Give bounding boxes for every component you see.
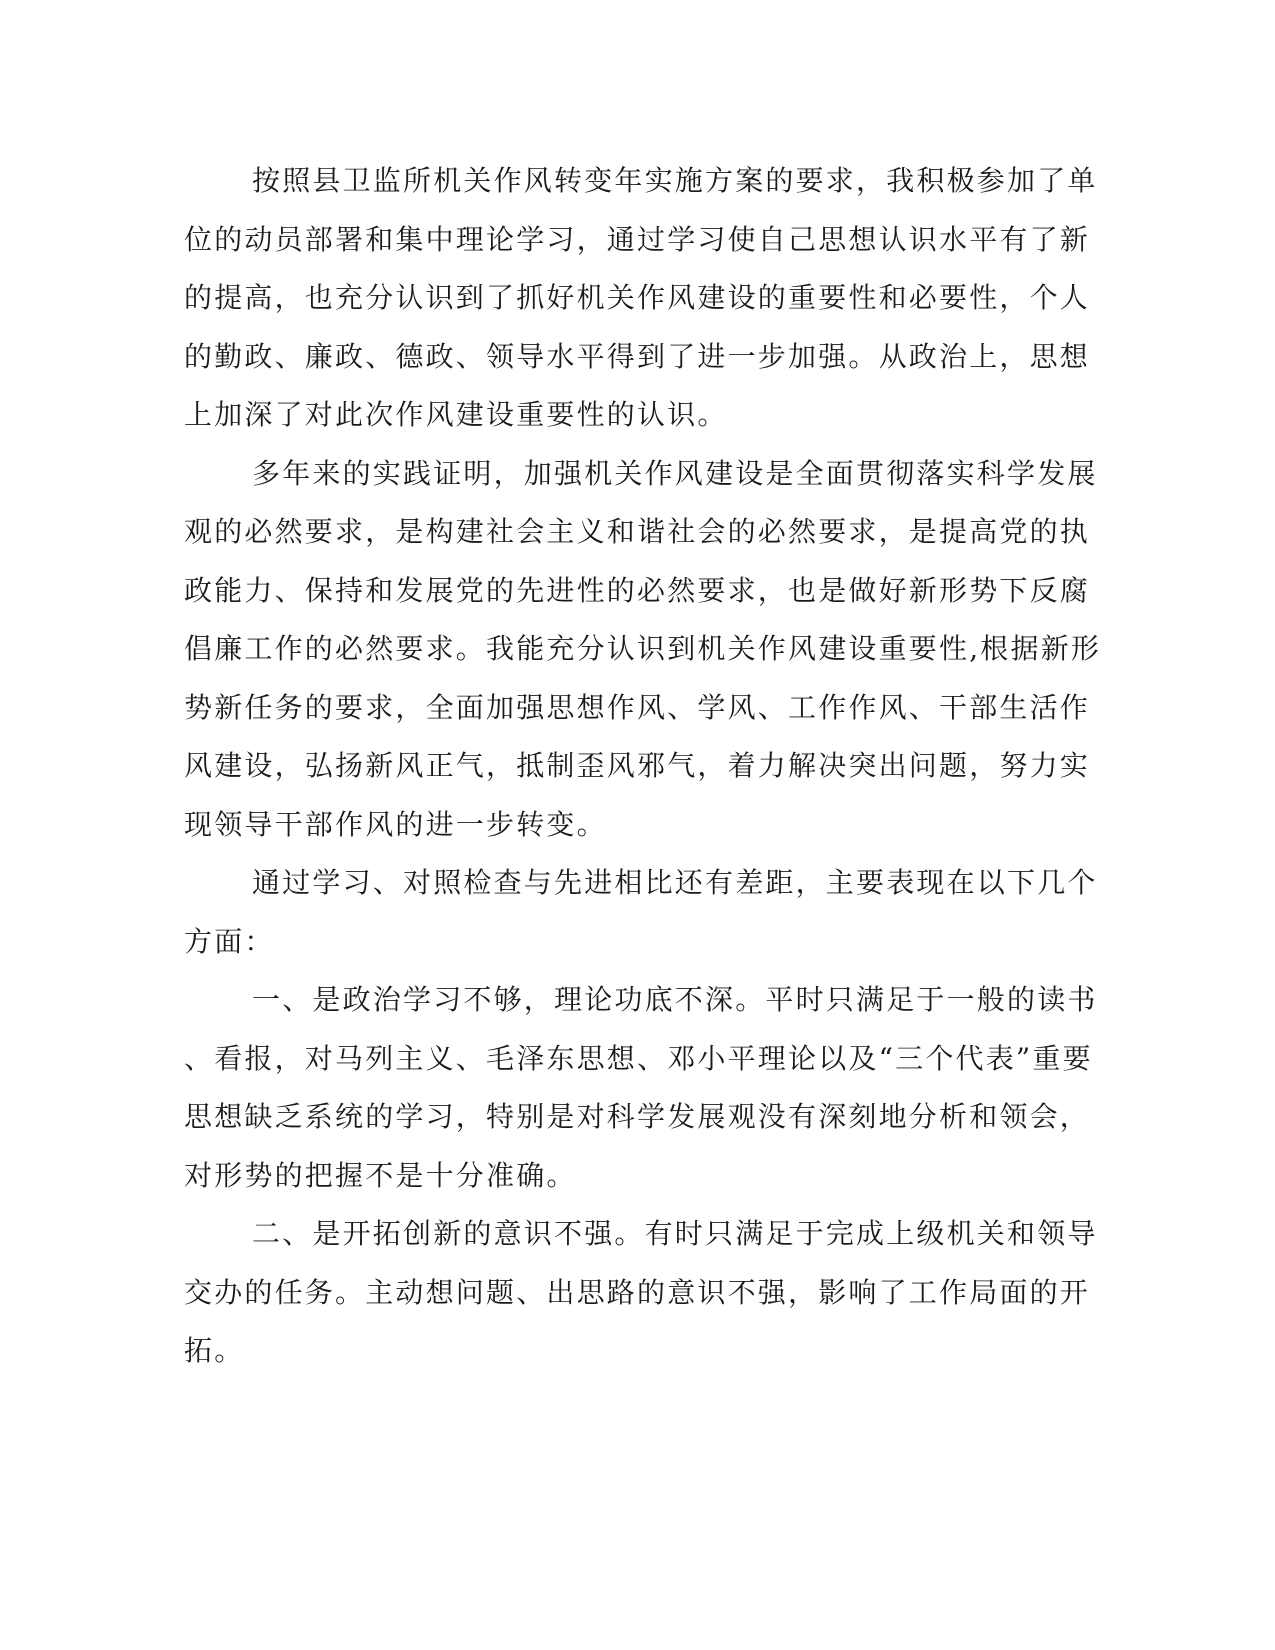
paragraph [184,971,1098,1205]
text-line: 对形势的把握不是十分准确。 [184,1158,577,1192]
text-line: 现领导干部作风的进一步转变。 [184,807,607,841]
paragraph [184,445,1102,855]
document-body [184,152,1102,1381]
text-line: 势新任务的要求，全面加强思想作风、学风、工作作风、干部生活作 [184,690,1091,724]
paragraph [184,1205,1098,1381]
text-line: 方面： [184,924,275,958]
text-line: 交办的任务。主动想问题、出思路的意识不强，影响了工作局面的开 [184,1275,1091,1309]
text-line: 风建设，弘扬新风正气，抵制歪风邪气，着力解决突出问题，努力实 [184,749,1091,782]
text-line: 位的动员部署和集中理论学习，通过学习使自己思想认识水平有了新 [184,222,1091,256]
text-line: 二、是开拓创新的意识不强。有时只满足于完成上级机关和领导 [252,1217,1098,1250]
text-line: 按照县卫监所机关作风转变年实施方案的要求，我积极参加了单 [252,164,1098,197]
text-line: 的勤政、廉政、德政、领导水平得到了进一步加强。从政治上，思想 [184,339,1091,373]
paragraph [184,854,1098,971]
text-line: 一、是政治学习不够，理论功底不深。平时只满足于一般的读书 [252,983,1098,1016]
text-line: 的提高，也充分认识到了抓好机关作风建设的重要性和必要性，个人 [184,281,1091,314]
text-line: 政能力、保持和发展党的先进性的必然要求，也是做好新形势下反腐 [184,573,1091,607]
text-line: 拓。 [184,1334,245,1367]
text-line: 倡廉工作的必然要求。我能充分认识到机关作风建设重要性,根据新形 [184,632,1102,665]
text-line: 思想缺乏系统的学习，特别是对科学发展观没有深刻地分析和领会， [184,1100,1091,1133]
text-line: 上加深了对此次作风建设重要性的认识。 [184,398,728,431]
text-line: 、看报，对马列主义、毛泽东思想、邓小平理论以及“三个代表”重要 [184,1041,1093,1075]
text-line: 通过学习、对照检查与先进相比还有差距，主要表现在以下几个 [252,866,1098,899]
text-line: 观的必然要求，是构建社会主义和谐社会的必然要求，是提高党的执 [184,515,1091,548]
text-line: 多年来的实践证明，加强机关作风建设是全面贯彻落实科学发展 [252,456,1098,490]
paragraph [184,152,1098,445]
